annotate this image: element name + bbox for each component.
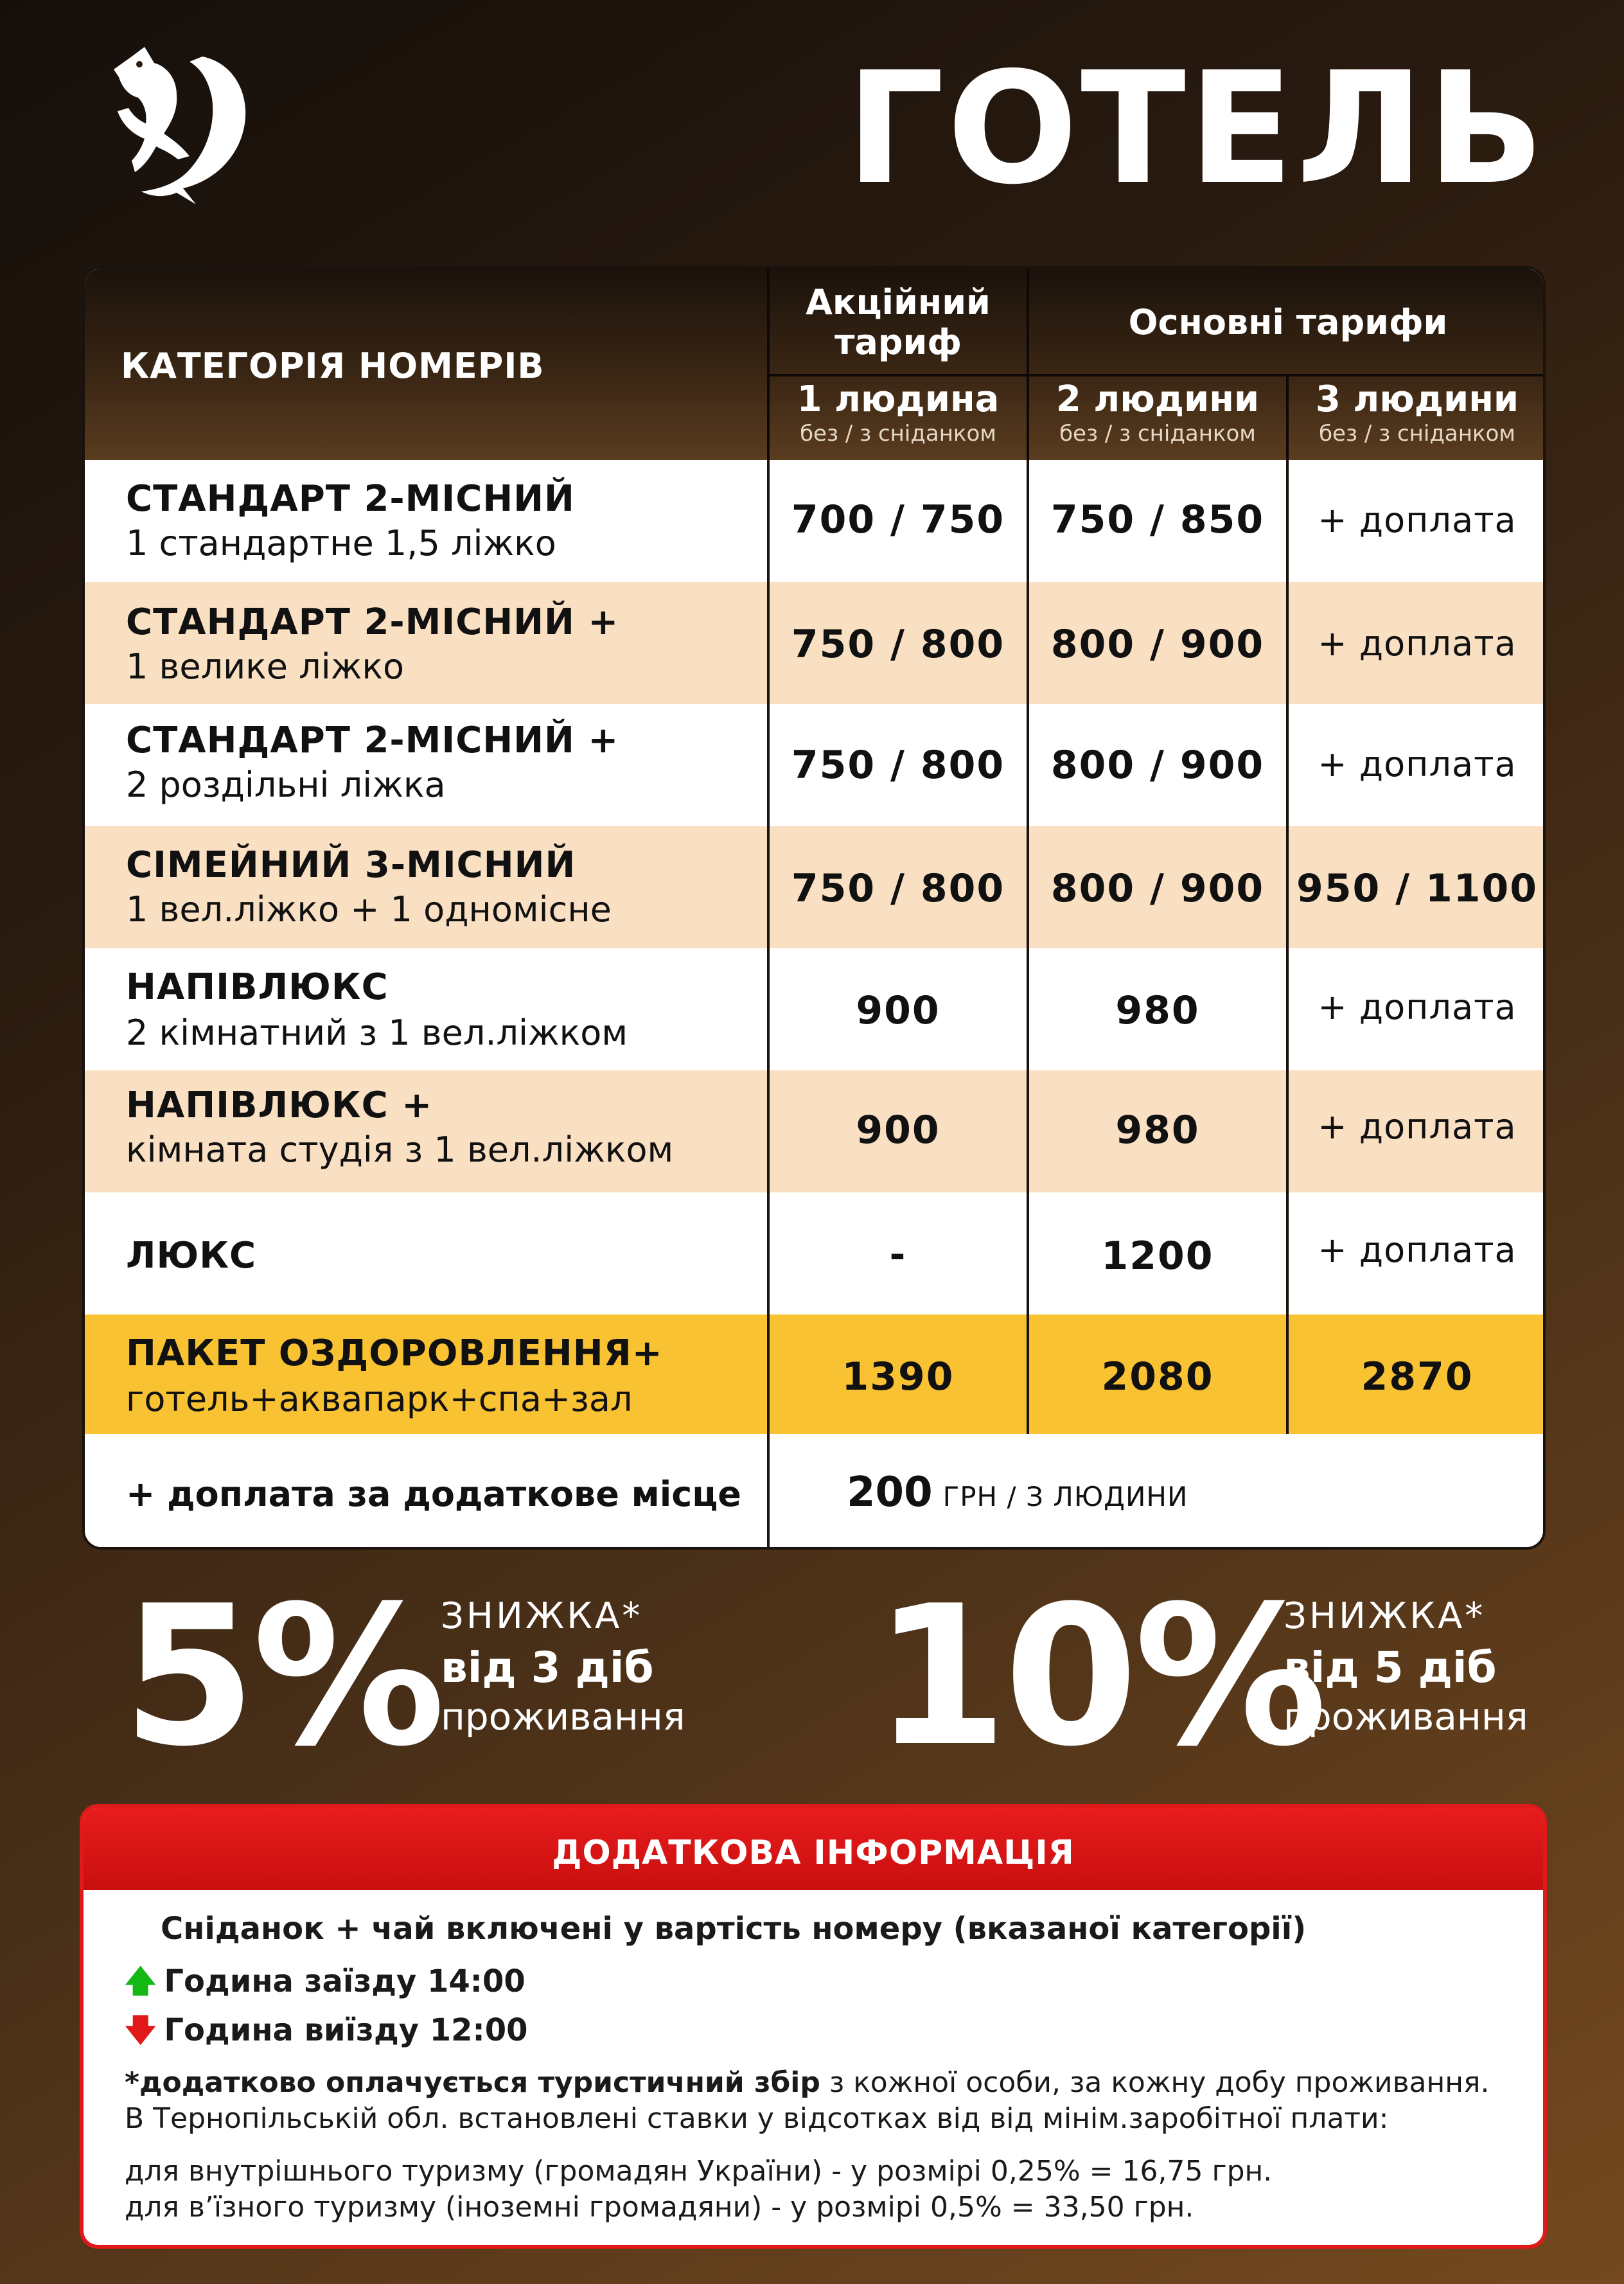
room-category-name: ЛЮКС (126, 1235, 257, 1277)
price-3-people: + доплата (1318, 987, 1517, 1027)
table-row (85, 582, 1543, 704)
subcol-note: без / з сніданком (1319, 421, 1515, 447)
subcol-3-people (1289, 379, 1546, 447)
discount-label: ЗНИЖКА* (1284, 1595, 1486, 1637)
subcol-note: без / з сніданком (1059, 421, 1256, 447)
column-divider (1286, 460, 1289, 1434)
discount-days: від 3 діб (441, 1643, 654, 1692)
price-2-people: 800 / 900 (1050, 866, 1265, 911)
price-2-people: 980 (1115, 988, 1200, 1033)
checkout-info (125, 2008, 528, 2060)
column-divider (767, 460, 770, 1550)
price-1-person: 900 (856, 988, 940, 1033)
price-2-people: 980 (1115, 1108, 1200, 1153)
header-divider (1027, 269, 1029, 460)
page-title: ГОТЕЛЬ (846, 39, 1547, 218)
additional-info-title: ДОДАТКОВА ІНФОРМАЦІЯ (84, 1808, 1543, 1890)
discount-10-text (1284, 1591, 1528, 1740)
table-row (85, 826, 1543, 948)
domestic-tax-rate: для внутрішнього туризму (громадян України) - у розмірі 0,25% = 16,75 грн. (125, 2155, 1273, 2188)
price-2-people: 1200 (1101, 1234, 1214, 1279)
table-row (85, 948, 1543, 1070)
subcol-note: без / з сніданком (800, 421, 996, 447)
price-3-people: + доплата (1318, 1106, 1517, 1147)
checkin-text: Година заїзду 14:00 (164, 1963, 525, 1999)
extra-bed-price (847, 1469, 1188, 1516)
discount-10-percent: 10% (874, 1564, 1324, 1789)
column-divider (1027, 460, 1029, 1434)
tourist-tax-bold: *додатково оплачується туристичний збір (125, 2066, 820, 2099)
room-category-desc: готель+аквапарк+спа+зал (126, 1379, 633, 1419)
room-category-desc: 1 стандартне 1,5 ліжко (126, 523, 556, 563)
discount-5-text (441, 1591, 685, 1740)
price-2-people: 750 / 850 (1050, 497, 1265, 542)
subcol-2-people (1029, 379, 1286, 447)
category-column-header: КАТЕГОРІЯ НОМЕРІВ (121, 346, 545, 386)
subcol-people: 2 людини (1055, 378, 1260, 420)
room-category-desc: 1 вел.ліжко + 1 одномісне (126, 889, 612, 930)
crocodile-logo-icon (106, 44, 254, 211)
subcol-people: 1 людина (797, 378, 1000, 420)
discount-stay: проживання (441, 1695, 685, 1739)
arrow-up-icon: 🡅 (125, 1963, 157, 1999)
room-category-name: СІМЕЙНИЙ 3-МІСНИЙ (126, 844, 576, 886)
price-1-person: 900 (856, 1108, 940, 1153)
table-row (85, 1070, 1543, 1192)
price-1-person: 750 / 800 (791, 622, 1005, 667)
room-category-desc: 2 кімнатний з 1 вел.ліжком (126, 1013, 628, 1053)
price-1-person: 750 / 800 (791, 866, 1005, 911)
price-3-people: + доплата (1318, 500, 1517, 540)
room-category-desc: 2 роздільні ліжка (126, 765, 446, 805)
header-divider (1286, 375, 1289, 460)
room-category-name: СТАНДАРТ 2-МІСНИЙ + (126, 601, 619, 643)
discount-days: від 5 діб (1284, 1643, 1497, 1692)
promo-rate-header: Акційний тариф (806, 282, 991, 362)
room-category-desc: кімната студія з 1 вел.ліжком (126, 1129, 674, 1170)
price-3-people: + доплата (1318, 744, 1517, 784)
price-2-people: 2080 (1101, 1354, 1214, 1399)
tourist-tax-rest: з кожної особи, за кожну добу проживання. (820, 2066, 1490, 2099)
room-category-desc: 1 велике ліжко (126, 646, 405, 687)
extra-bed-label: + доплата за додаткове місце (126, 1474, 741, 1514)
tax-rates (125, 2154, 1272, 2226)
room-category-name: СТАНДАРТ 2-МІСНИЙ (126, 478, 575, 520)
room-category-name: НАПІВЛЮКС (126, 966, 389, 1008)
header-divider (767, 269, 770, 460)
price-3-people: + доплата (1318, 1230, 1517, 1270)
room-category-name: ПАКЕТ ОЗДОРОВЛЕННЯ+ (126, 1332, 663, 1374)
checkin-info (125, 1960, 525, 2012)
discount-5-percent: 5% (122, 1564, 442, 1789)
extra-bed-row (85, 1434, 1543, 1550)
price-2-people: 800 / 900 (1050, 743, 1265, 788)
main-rates-header: Основні тарифи (1128, 302, 1448, 342)
tourist-tax-line2: В Тернопільській обл. встановлені ставки у відсотках від від мінім.заробітної плати: (125, 2102, 1389, 2135)
table-row-package (85, 1315, 1543, 1434)
arrow-down-icon: 🡇 (125, 2012, 157, 2048)
price-3-people: 2870 (1361, 1354, 1474, 1399)
inbound-tax-rate: для в’їзного туризму (іноземні громадяни) - у розмірі 0,5% = 33,50 грн. (125, 2191, 1194, 2224)
extra-bed-unit: ГРН / З ЛЮДИНИ (942, 1481, 1188, 1512)
price-3-people: + доплата (1318, 623, 1517, 664)
price-3-people: 950 / 1100 (1296, 866, 1538, 911)
checkout-text: Година виїзду 12:00 (164, 2012, 528, 2048)
price-table (82, 266, 1546, 1550)
header-divider (767, 374, 1546, 376)
tourist-tax-note (125, 2065, 1490, 2137)
room-category-name: СТАНДАРТ 2-МІСНИЙ + (126, 720, 619, 761)
table-row (85, 704, 1543, 826)
table-row (85, 460, 1543, 582)
room-category-name: НАПІВЛЮКС + (126, 1084, 433, 1126)
price-1-person: 750 / 800 (791, 743, 1005, 788)
table-header (85, 269, 1543, 460)
table-row (85, 1192, 1543, 1315)
breakfast-info: Сніданок + чай включені у вартість номеру (вказаної категорії) (161, 1911, 1307, 1947)
price-1-person: - (889, 1232, 907, 1277)
price-2-people: 800 / 900 (1050, 622, 1265, 667)
subcol-people: 3 людини (1315, 378, 1519, 420)
extra-bed-value: 200 (847, 1469, 933, 1516)
price-1-person: 700 / 750 (791, 497, 1005, 542)
price-1-person: 1390 (842, 1354, 955, 1399)
additional-info-card (80, 1804, 1547, 2249)
discount-stay: проживання (1284, 1695, 1528, 1739)
subcol-1-person (770, 379, 1027, 447)
discount-label: ЗНИЖКА* (441, 1595, 643, 1637)
